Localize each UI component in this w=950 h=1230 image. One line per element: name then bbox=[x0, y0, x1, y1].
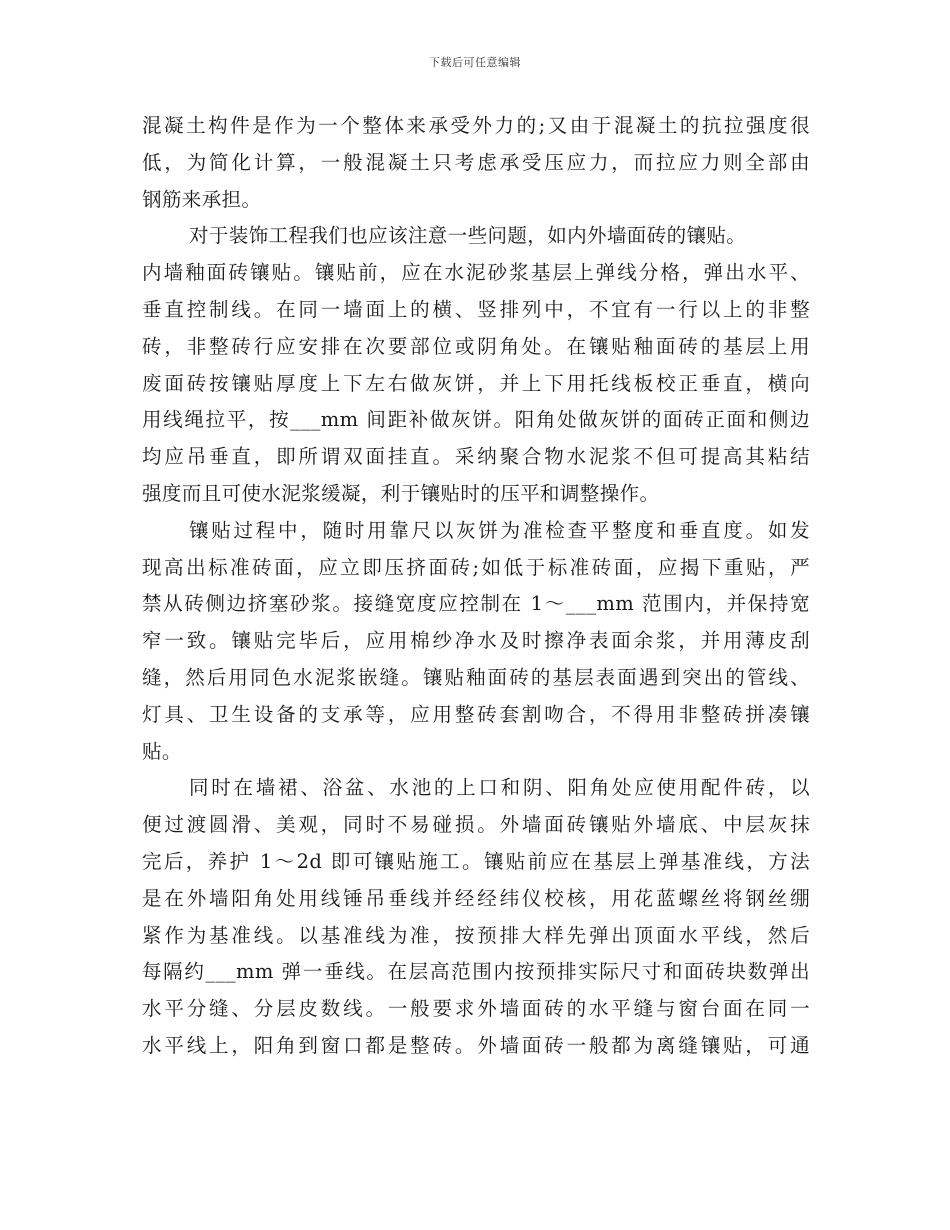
body-line: 内墙釉面砖镶贴。镶贴前，应在水泥砂浆基层上弹线分格，弹出水平、 bbox=[142, 261, 810, 285]
body-line: 灯具、卫生设备的支承等，应用整砖套割吻合，不得用非整砖拼凑镶 bbox=[142, 702, 810, 726]
paragraph-start-line: 镶贴过程中，随时用靠尺以灰饼为准检查平整度和垂直度。如发 bbox=[189, 518, 810, 542]
body-line: 是在外墙阳角处用线锤吊垂线并经经纬仪校核，用花蓝螺丝将钢丝绷 bbox=[142, 886, 810, 910]
body-line: 窄一致。镶贴完毕后，应用棉纱净水及时擦净表面余浆，并用薄皮刮 bbox=[142, 629, 810, 653]
body-line: 便过渡圆滑、美观，同时不易碰损。外墙面砖镶贴外墙底、中层灰抹 bbox=[142, 813, 810, 837]
body-line: 强度而且可使水泥浆缓凝，利于镶贴时的压平和调整操作。 bbox=[142, 481, 660, 505]
body-line: 水平分缝、分层皮数线。一般要求外墙面砖的水平缝与窗台面在同一 bbox=[142, 997, 810, 1021]
body-line: 用线绳拉平，按___mm 间距补做灰饼。阳角处做灰饼的面砖正面和侧边 bbox=[142, 408, 810, 432]
body-line: 完后，养护 1～2d 即可镶贴施工。镶贴前应在基层上弹基准线，方法 bbox=[142, 849, 810, 873]
body-line: 现高出标准砖面，应立即压挤面砖;如低于标准砖面，应揭下重贴，严 bbox=[142, 555, 810, 579]
body-line: 砖，非整砖行应安排在次要部位或阴角处。在镶贴釉面砖的基层上用 bbox=[142, 334, 810, 358]
body-line: 每隔约___mm 弹一垂线。在层高范围内按预排实际尺寸和面砖块数弹出 bbox=[142, 960, 810, 984]
body-line: 混凝土构件是作为一个整体来承受外力的;又由于混凝土的抗拉强度很 bbox=[142, 114, 810, 137]
page-header: 下载后可任意编辑 bbox=[429, 56, 521, 69]
body-line: 钢筋来承担。 bbox=[142, 187, 262, 211]
body-line: 废面砖按镶贴厚度上下左右做灰饼，并上下用托线板校正垂直，横向 bbox=[142, 371, 810, 395]
body-line: 缝，然后用同色水泥浆嵌缝。镶贴釉面砖的基层表面遇到突出的管线、 bbox=[142, 665, 810, 689]
body-line: 贴。 bbox=[142, 739, 182, 763]
paragraph-start-line: 同时在墙裙、浴盆、水池的上口和阴、阳角处应使用配件砖，以 bbox=[189, 776, 810, 800]
body-line: 禁从砖侧边挤塞砂浆。接缝宽度应控制在 1～___mm 范围内，并保持宽 bbox=[142, 592, 810, 616]
paragraph-start-line: 对于装饰工程我们也应该注意一些问题，如内外墙面砖的镶贴。 bbox=[189, 224, 747, 248]
body-line: 低，为简化计算，一般混凝土只考虑承受压应力，而拉应力则全部由 bbox=[142, 150, 810, 174]
body-line: 均应吊垂直，即所谓双面挂直。采纳聚合物水泥浆不但可提高其粘结 bbox=[142, 445, 810, 469]
body-line: 紧作为基准线。以基准线为准，按预排大样先弹出顶面水平线，然后 bbox=[142, 923, 810, 947]
body-line: 水平线上，阳角到窗口都是整砖。外墙面砖一般都为离缝镶贴，可通 bbox=[142, 1033, 810, 1057]
document-body bbox=[142, 108, 810, 1065]
body-line: 垂直控制线。在同一墙面上的横、竖排列中，不宜有一行以上的非整 bbox=[142, 297, 810, 321]
